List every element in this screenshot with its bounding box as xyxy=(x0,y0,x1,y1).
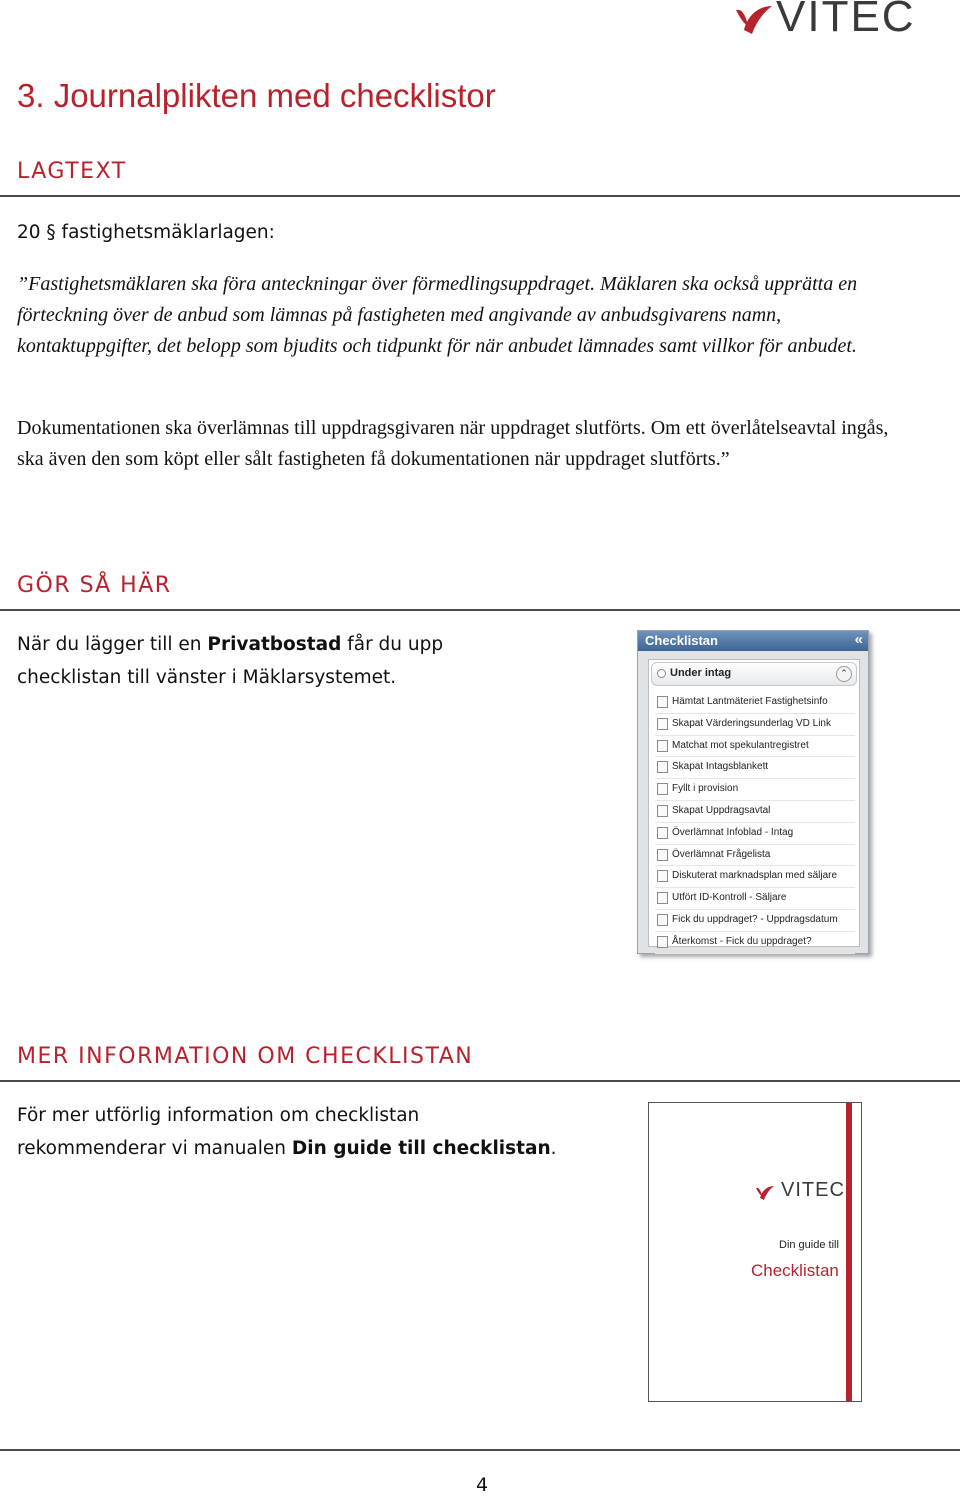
collapse-group-icon[interactable]: ⌃ xyxy=(836,666,852,682)
checklist-item-label: Fick du uppdraget? - Uppdragsdatum xyxy=(672,913,838,925)
checkbox-icon[interactable] xyxy=(657,892,668,904)
checklist-group-header[interactable] xyxy=(651,662,857,686)
page-title: 3. Journalplikten med checklistor xyxy=(17,77,496,114)
cover-title: Checklistan xyxy=(751,1261,839,1280)
manual-name: Din guide till checklistan xyxy=(291,1138,551,1159)
checklist-item[interactable] xyxy=(655,845,855,867)
checklist-item[interactable] xyxy=(655,692,855,714)
checkbox-icon[interactable] xyxy=(657,936,668,948)
more-info-text-part: . xyxy=(550,1138,557,1159)
checklist-panel-body xyxy=(648,659,860,947)
checklist-item-label: Skapat Värderingsunderlag VD Link xyxy=(672,717,831,729)
law-quote-paragraph-1 xyxy=(17,269,897,362)
more-info-text xyxy=(17,1099,617,1165)
more-info-text-part: rekommenderar vi manualen xyxy=(17,1138,292,1159)
vitec-logo-mark-icon xyxy=(755,1185,775,1201)
checklist-item-label: Återkomst - Fick du uppdraget? xyxy=(672,935,812,947)
logo-wordmark: VITEC xyxy=(776,0,916,41)
checklist-item[interactable] xyxy=(655,823,855,845)
instruction-bold: Privatbostad xyxy=(207,634,342,655)
collapse-panel-icon[interactable]: « xyxy=(854,631,863,648)
manual-cover xyxy=(648,1102,862,1402)
law-quote-paragraph-2 xyxy=(17,413,897,475)
instruction-text-part: får du upp xyxy=(341,634,444,655)
checklist-item[interactable] xyxy=(655,888,855,910)
checklist-panel-header xyxy=(638,631,868,651)
section-divider xyxy=(0,1080,960,1082)
checklist-panel xyxy=(637,630,869,954)
section-heading-lagtext: LAGTEXT xyxy=(17,159,127,184)
checklist-group-title: Under intag xyxy=(670,667,732,679)
checkbox-icon[interactable] xyxy=(657,849,668,861)
checkbox-icon[interactable] xyxy=(657,870,668,882)
checklist-item[interactable] xyxy=(655,736,855,758)
checklist-item-label: Överlämnat Infoblad - Intag xyxy=(672,826,794,838)
checklist-item[interactable] xyxy=(655,910,855,932)
checklist-items xyxy=(655,692,855,954)
section-heading-gor-sa-har: GÖR SÅ HÄR xyxy=(17,573,172,598)
instruction-text-line2: checklistan till vänster i Mäklarsystemet. xyxy=(17,667,397,688)
more-info-line1: För mer utförlig information om checklistan xyxy=(17,1105,420,1126)
checklist-item-label: Överlämnat Frågelista xyxy=(672,848,771,860)
checklist-item[interactable] xyxy=(655,779,855,801)
checklist-item-label: Matchat mot spekulantregistret xyxy=(672,739,809,751)
checkbox-icon[interactable] xyxy=(657,740,668,752)
checklist-item-label: Skapat Uppdragsavtal xyxy=(672,804,771,816)
checklist-item-label: Utfört ID-Kontroll - Säljare xyxy=(672,892,787,904)
checkbox-icon[interactable] xyxy=(657,761,668,773)
checklist-item-label: Hämtat Lantmäteriet Fastighetsinfo xyxy=(672,696,828,707)
cover-logo-wordmark: VITEC xyxy=(781,1179,845,1201)
checklist-panel-title: Checklistan xyxy=(645,633,718,648)
quote-text-1: ”Fastighetsmäklaren ska föra anteckningar över förmedlingsuppdraget. Mäklaren ska också upprätta en förteckning över de anbud som lämnas på fastigheten med angivande av anbudsgivarens namn, kontaktuppgifter, det belopp som bjudits och tidpunkt för när anbudet lämnades samt villkor för anbudet. xyxy=(17,273,858,357)
vitec-logo-mark-icon xyxy=(734,4,774,36)
section-divider xyxy=(0,609,960,611)
checkbox-icon[interactable] xyxy=(657,914,668,926)
footer-divider xyxy=(0,1449,960,1451)
cover-accent-stripe xyxy=(846,1103,852,1401)
checkbox-icon[interactable] xyxy=(657,805,668,817)
checklist-item[interactable] xyxy=(655,757,855,779)
instruction-text-part: När du lägger till en xyxy=(17,634,208,655)
section-heading-mer-information: MER INFORMATION OM CHECKLISTAN xyxy=(17,1044,474,1069)
checklist-item[interactable] xyxy=(655,801,855,823)
checklist-item[interactable] xyxy=(655,714,855,736)
checklist-item-label: Skapat Intagsblankett xyxy=(672,761,769,773)
checklist-item[interactable] xyxy=(655,932,855,954)
checklist-item[interactable] xyxy=(655,866,855,888)
checklist-item-label: Diskuterat marknadsplan med säljare xyxy=(672,870,838,882)
quote-text-2: Dokumentationen ska överlämnas till uppdragsgivaren när uppdraget slutförts. Om ett överlåtelseavtal ingås, ska även den som köpt eller sålt fastigheten få dokumentationen när uppdraget slutförts.” xyxy=(17,417,889,470)
checklist-item-label: Fyllt i provision xyxy=(672,783,739,795)
cover-subtitle: Din guide till xyxy=(779,1239,839,1251)
law-reference: 20 § fastighetsmäklarlagen: xyxy=(17,222,275,243)
vitec-logo xyxy=(734,0,956,41)
cover-vitec-logo xyxy=(755,1179,845,1203)
checkbox-icon[interactable] xyxy=(657,783,668,795)
page-number: 4 xyxy=(476,1474,489,1496)
checkbox-icon[interactable] xyxy=(657,718,668,730)
instruction-text xyxy=(17,628,617,694)
checkbox-icon[interactable] xyxy=(657,827,668,839)
checkbox-icon[interactable] xyxy=(657,696,668,708)
group-bullet-icon xyxy=(657,669,666,678)
section-divider xyxy=(0,195,960,197)
